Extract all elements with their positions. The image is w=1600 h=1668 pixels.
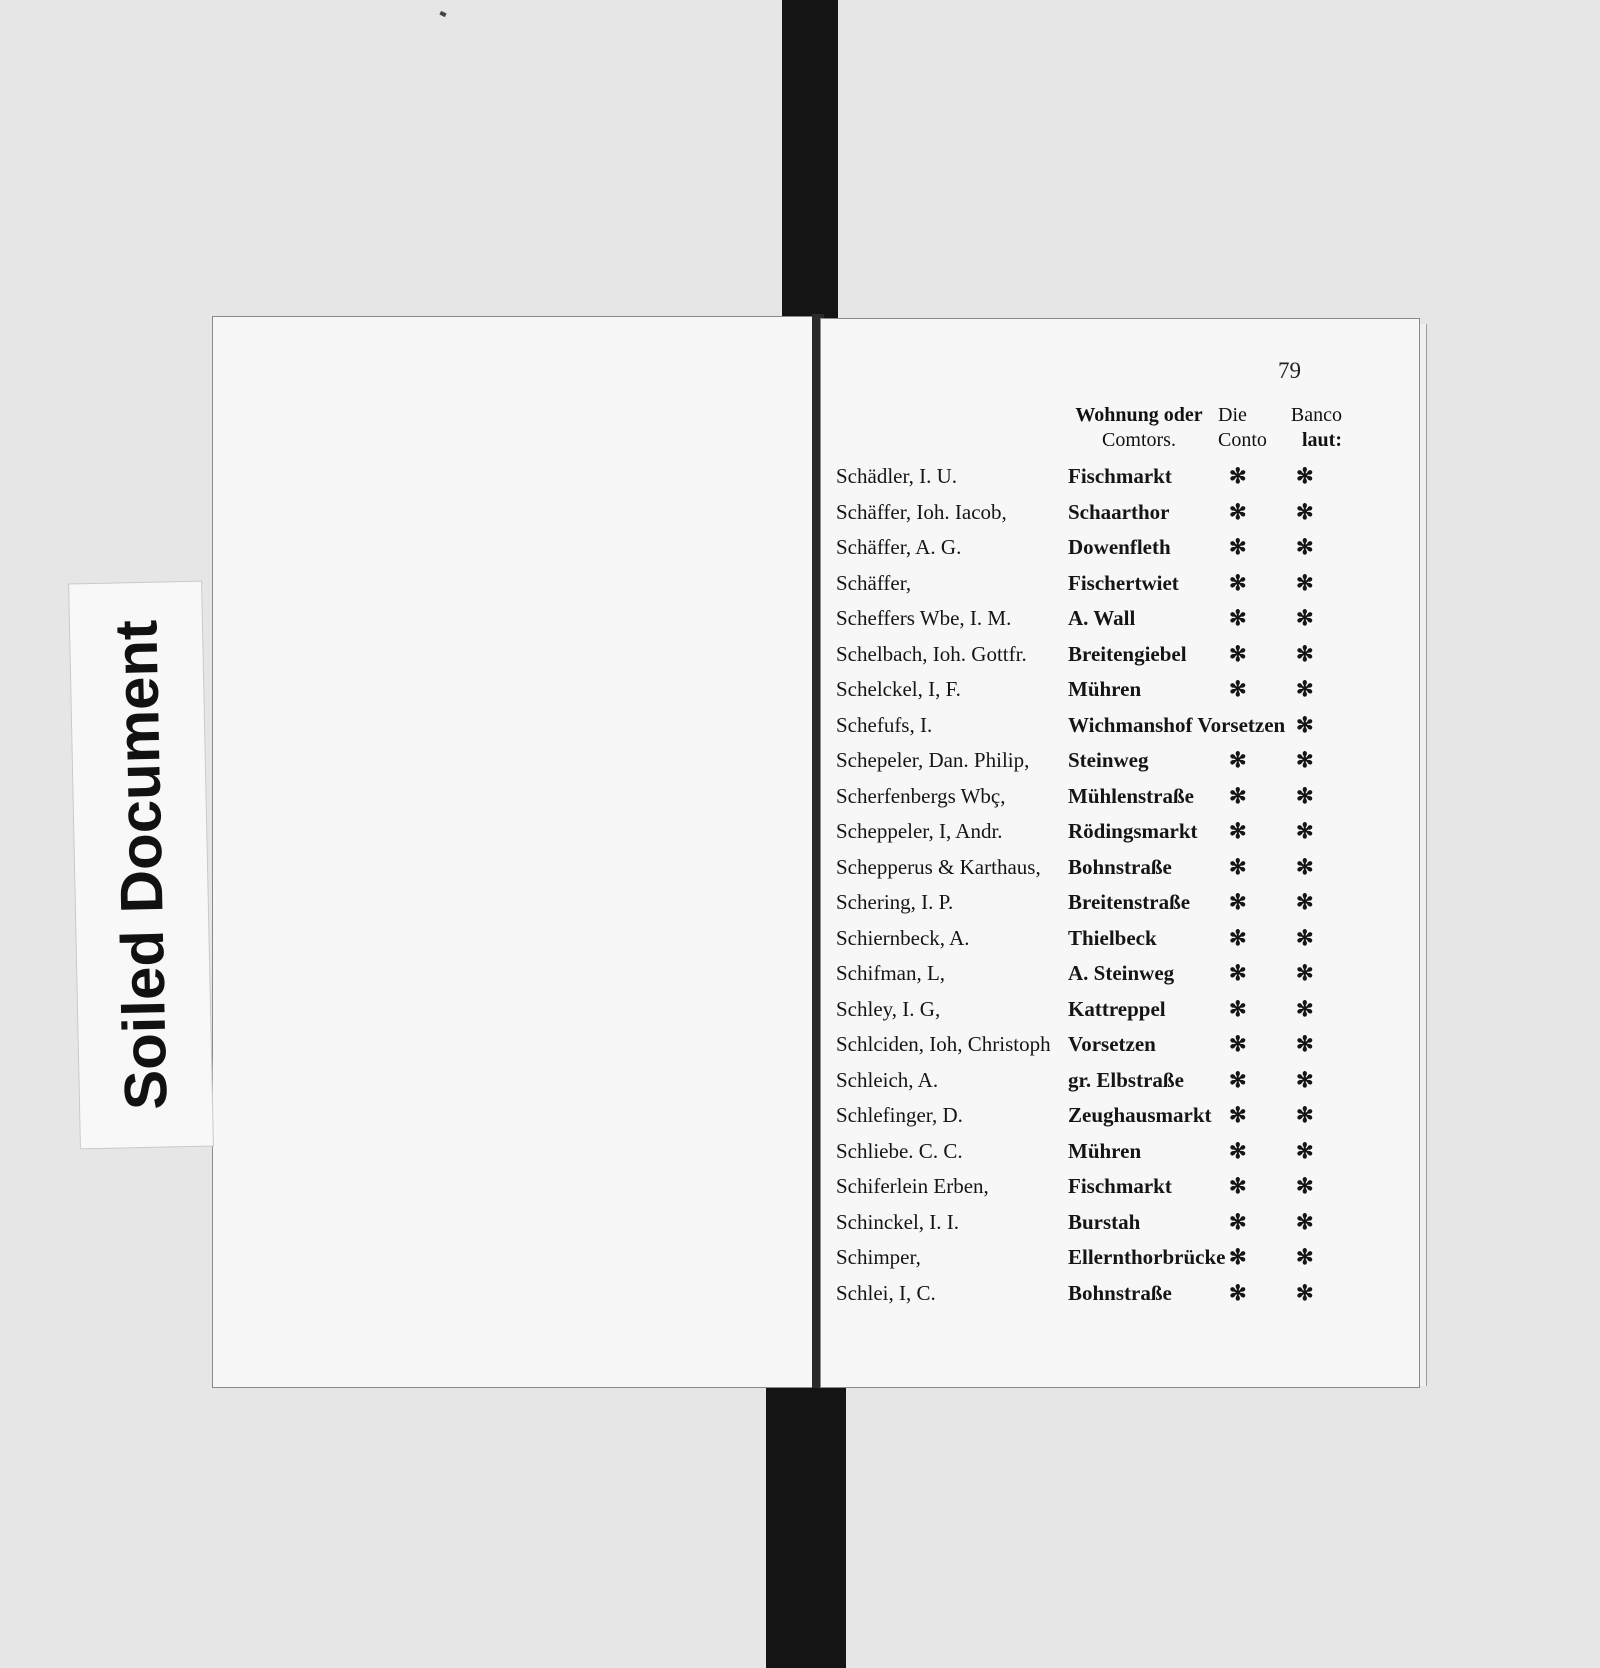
entry-address: Steinweg [1068, 748, 1149, 772]
entry-address: Mühren [1068, 677, 1142, 701]
directory-entry [836, 673, 1356, 709]
entry-address: Dowenfleth [1068, 535, 1171, 559]
entry-address: Wichmanshof Vorsetzen [1068, 712, 1286, 737]
entry-mark-laut: ✻ [1296, 925, 1314, 950]
entry-mark-laut: ✻ [1296, 783, 1314, 808]
directory-entry [836, 744, 1356, 780]
directory-entry [836, 460, 1356, 496]
entry-address: Breitenstraße [1068, 890, 1191, 914]
entry-mark-conto: ✻ [1229, 499, 1247, 524]
entry-mark-conto: ✻ [1229, 606, 1247, 630]
entry-mark-laut: ✻ [1296, 1138, 1314, 1163]
left-page-blank [212, 316, 818, 1388]
entry-address: Kattreppel [1068, 996, 1166, 1021]
entry-mark-conto: ✻ [1229, 1174, 1247, 1198]
entry-mark-conto: ✻ [1229, 1032, 1247, 1056]
entry-name: Schefufs, I. [836, 712, 933, 737]
directory-entry [836, 886, 1356, 922]
header-laut: laut: [1302, 429, 1342, 451]
entry-address: Mühren [1068, 1138, 1142, 1163]
directory-entry [836, 993, 1356, 1029]
entry-mark-conto: ✻ [1229, 641, 1247, 666]
directory-entry [836, 1028, 1356, 1064]
gutter-strip-top [782, 0, 838, 324]
entry-mark-laut: ✻ [1296, 1280, 1314, 1305]
entry-mark-conto: ✻ [1229, 677, 1247, 701]
entry-mark-laut: ✻ [1296, 499, 1314, 524]
entry-mark-conto: ✻ [1229, 570, 1247, 595]
entry-address: Fischmarkt [1068, 1174, 1172, 1198]
entry-mark-conto: ✻ [1229, 748, 1247, 772]
entry-mark-laut: ✻ [1296, 1174, 1314, 1198]
directory-listing [836, 460, 1356, 1312]
sticker-label: Soiled Document [102, 619, 180, 1111]
soiled-document-sticker [68, 581, 214, 1150]
entry-mark-laut: ✻ [1296, 1032, 1314, 1056]
entry-mark-laut: ✻ [1296, 570, 1314, 595]
directory-entry [836, 567, 1356, 603]
entry-mark-laut: ✻ [1296, 535, 1314, 559]
entry-mark-laut: ✻ [1296, 819, 1314, 843]
entry-mark-conto: ✻ [1229, 890, 1247, 914]
entry-mark-conto: ✻ [1229, 819, 1247, 843]
entry-name: Schäffer, Ioh. Iacob, [836, 499, 1007, 524]
directory-entry [836, 1241, 1356, 1277]
entry-mark-laut: ✻ [1296, 606, 1314, 630]
entry-address: Bohnstraße [1068, 1280, 1172, 1305]
entry-mark-conto: ✻ [1229, 464, 1247, 488]
entry-mark-laut: ✻ [1296, 641, 1314, 666]
header-die: Die [1218, 404, 1247, 426]
directory-entry [836, 957, 1356, 993]
directory-entry [836, 1099, 1356, 1135]
directory-entry [836, 815, 1356, 851]
entry-address: Zeughausmarkt [1068, 1103, 1212, 1127]
gutter-strip-bottom [766, 1386, 846, 1668]
entry-mark-conto: ✻ [1229, 1067, 1247, 1092]
entry-name: Schleich, A. [836, 1067, 939, 1092]
entry-address: Bohnstraße [1068, 854, 1172, 879]
entry-mark-conto: ✻ [1229, 854, 1247, 879]
address-header-line1: Wohnung oder [1075, 404, 1203, 426]
entry-name: Schlciden, Ioh, Christoph [836, 1032, 1051, 1056]
entry-mark-laut: ✻ [1296, 712, 1314, 737]
directory-entry [836, 1170, 1356, 1206]
directory-entry [836, 709, 1356, 745]
entry-name: Schepperus & Karthaus, [836, 854, 1041, 879]
entry-address: Ellernthorbrücke [1068, 1245, 1226, 1269]
entry-mark-conto: ✻ [1229, 961, 1247, 985]
entry-name: Scherfenbergs Wbç, [836, 783, 1006, 808]
entry-name: Scheffers Wbe, I. M. [836, 606, 1012, 630]
entry-mark-laut: ✻ [1296, 1103, 1314, 1127]
entry-mark-laut: ✻ [1296, 890, 1314, 914]
entry-name: Schliebe. C. C. [836, 1138, 963, 1163]
entry-name: Schimper, [836, 1245, 921, 1269]
header-conto: Conto [1218, 429, 1267, 451]
entry-mark-laut: ✻ [1296, 677, 1314, 701]
entry-address: Burstah [1068, 1209, 1141, 1234]
entry-mark-conto: ✻ [1229, 925, 1247, 950]
entry-mark-conto: ✻ [1229, 783, 1247, 808]
directory-entry [836, 602, 1356, 638]
entry-mark-conto: ✻ [1229, 1280, 1247, 1305]
entry-address: A. Steinweg [1068, 961, 1175, 985]
entry-address: Rödingsmarkt [1068, 819, 1198, 843]
directory-entry [836, 496, 1356, 532]
entry-address: gr. Elbstraße [1068, 1067, 1184, 1092]
entry-name: Schiferlein Erben, [836, 1174, 989, 1198]
entry-address: Vorsetzen [1068, 1032, 1156, 1056]
entry-name: Schäffer, [836, 570, 912, 595]
entry-name: Scheppeler, I, Andr. [836, 819, 1003, 843]
directory-entry [836, 922, 1356, 958]
entry-mark-conto: ✻ [1229, 1245, 1247, 1269]
entry-name: Schäffer, A. G. [836, 535, 962, 559]
entry-mark-laut: ✻ [1296, 748, 1314, 772]
entry-address: Fischertwiet [1068, 570, 1179, 595]
address-header-line2: Comtors. [1102, 429, 1176, 451]
entry-mark-conto: ✻ [1229, 1209, 1247, 1234]
entry-address: Breitengiebel [1068, 641, 1187, 666]
entry-name: Schepeler, Dan. Philip, [836, 748, 1030, 772]
directory-entry [836, 531, 1356, 567]
dust-speck [439, 11, 446, 17]
entry-mark-laut: ✻ [1296, 961, 1314, 985]
entry-name: Schinckel, I. I. [836, 1209, 960, 1234]
entry-mark-laut: ✻ [1296, 1245, 1314, 1269]
entry-name: Schelbach, Ioh. Gottfr. [836, 641, 1027, 666]
entry-name: Schlei, I, C. [836, 1280, 936, 1305]
address-column-header [1066, 403, 1212, 453]
entry-name: Schelckel, I, F. [836, 677, 961, 701]
page-stack-edge [1420, 324, 1427, 1386]
entry-mark-laut: ✻ [1296, 996, 1314, 1021]
entry-mark-conto: ✻ [1229, 1138, 1247, 1163]
entry-name: Schlefinger, D. [836, 1103, 963, 1127]
entry-mark-conto: ✻ [1229, 996, 1247, 1021]
directory-entry [836, 1277, 1356, 1313]
entry-mark-laut: ✻ [1296, 464, 1314, 488]
entry-address: Thielbeck [1068, 925, 1157, 950]
entry-address: Mühlenstraße [1068, 783, 1194, 808]
entry-mark-laut: ✻ [1296, 854, 1314, 879]
directory-entry [836, 780, 1356, 816]
entry-mark-conto: ✻ [1229, 535, 1247, 559]
page-number: 79 [1278, 358, 1301, 383]
entry-name: Schiernbeck, A. [836, 925, 970, 950]
directory-entry [836, 1064, 1356, 1100]
entry-name: Schering, I. P. [836, 890, 954, 914]
directory-entry [836, 1206, 1356, 1242]
entry-address: Schaarthor [1068, 499, 1170, 524]
directory-entry [836, 1135, 1356, 1171]
entry-name: Schifman, L, [836, 961, 946, 985]
bank-column-header [1218, 403, 1342, 453]
entry-name: Schley, I. G, [836, 996, 941, 1021]
entry-mark-laut: ✻ [1296, 1209, 1314, 1234]
directory-entry [836, 851, 1356, 887]
header-banco: Banco [1290, 404, 1342, 426]
directory-entry [836, 638, 1356, 674]
entry-name: Schädler, I. U. [836, 464, 958, 488]
entry-mark-conto: ✻ [1229, 1103, 1247, 1127]
entry-address: Fischmarkt [1068, 464, 1172, 488]
entry-address: A. Wall [1068, 606, 1136, 630]
entry-mark-laut: ✻ [1296, 1067, 1314, 1092]
